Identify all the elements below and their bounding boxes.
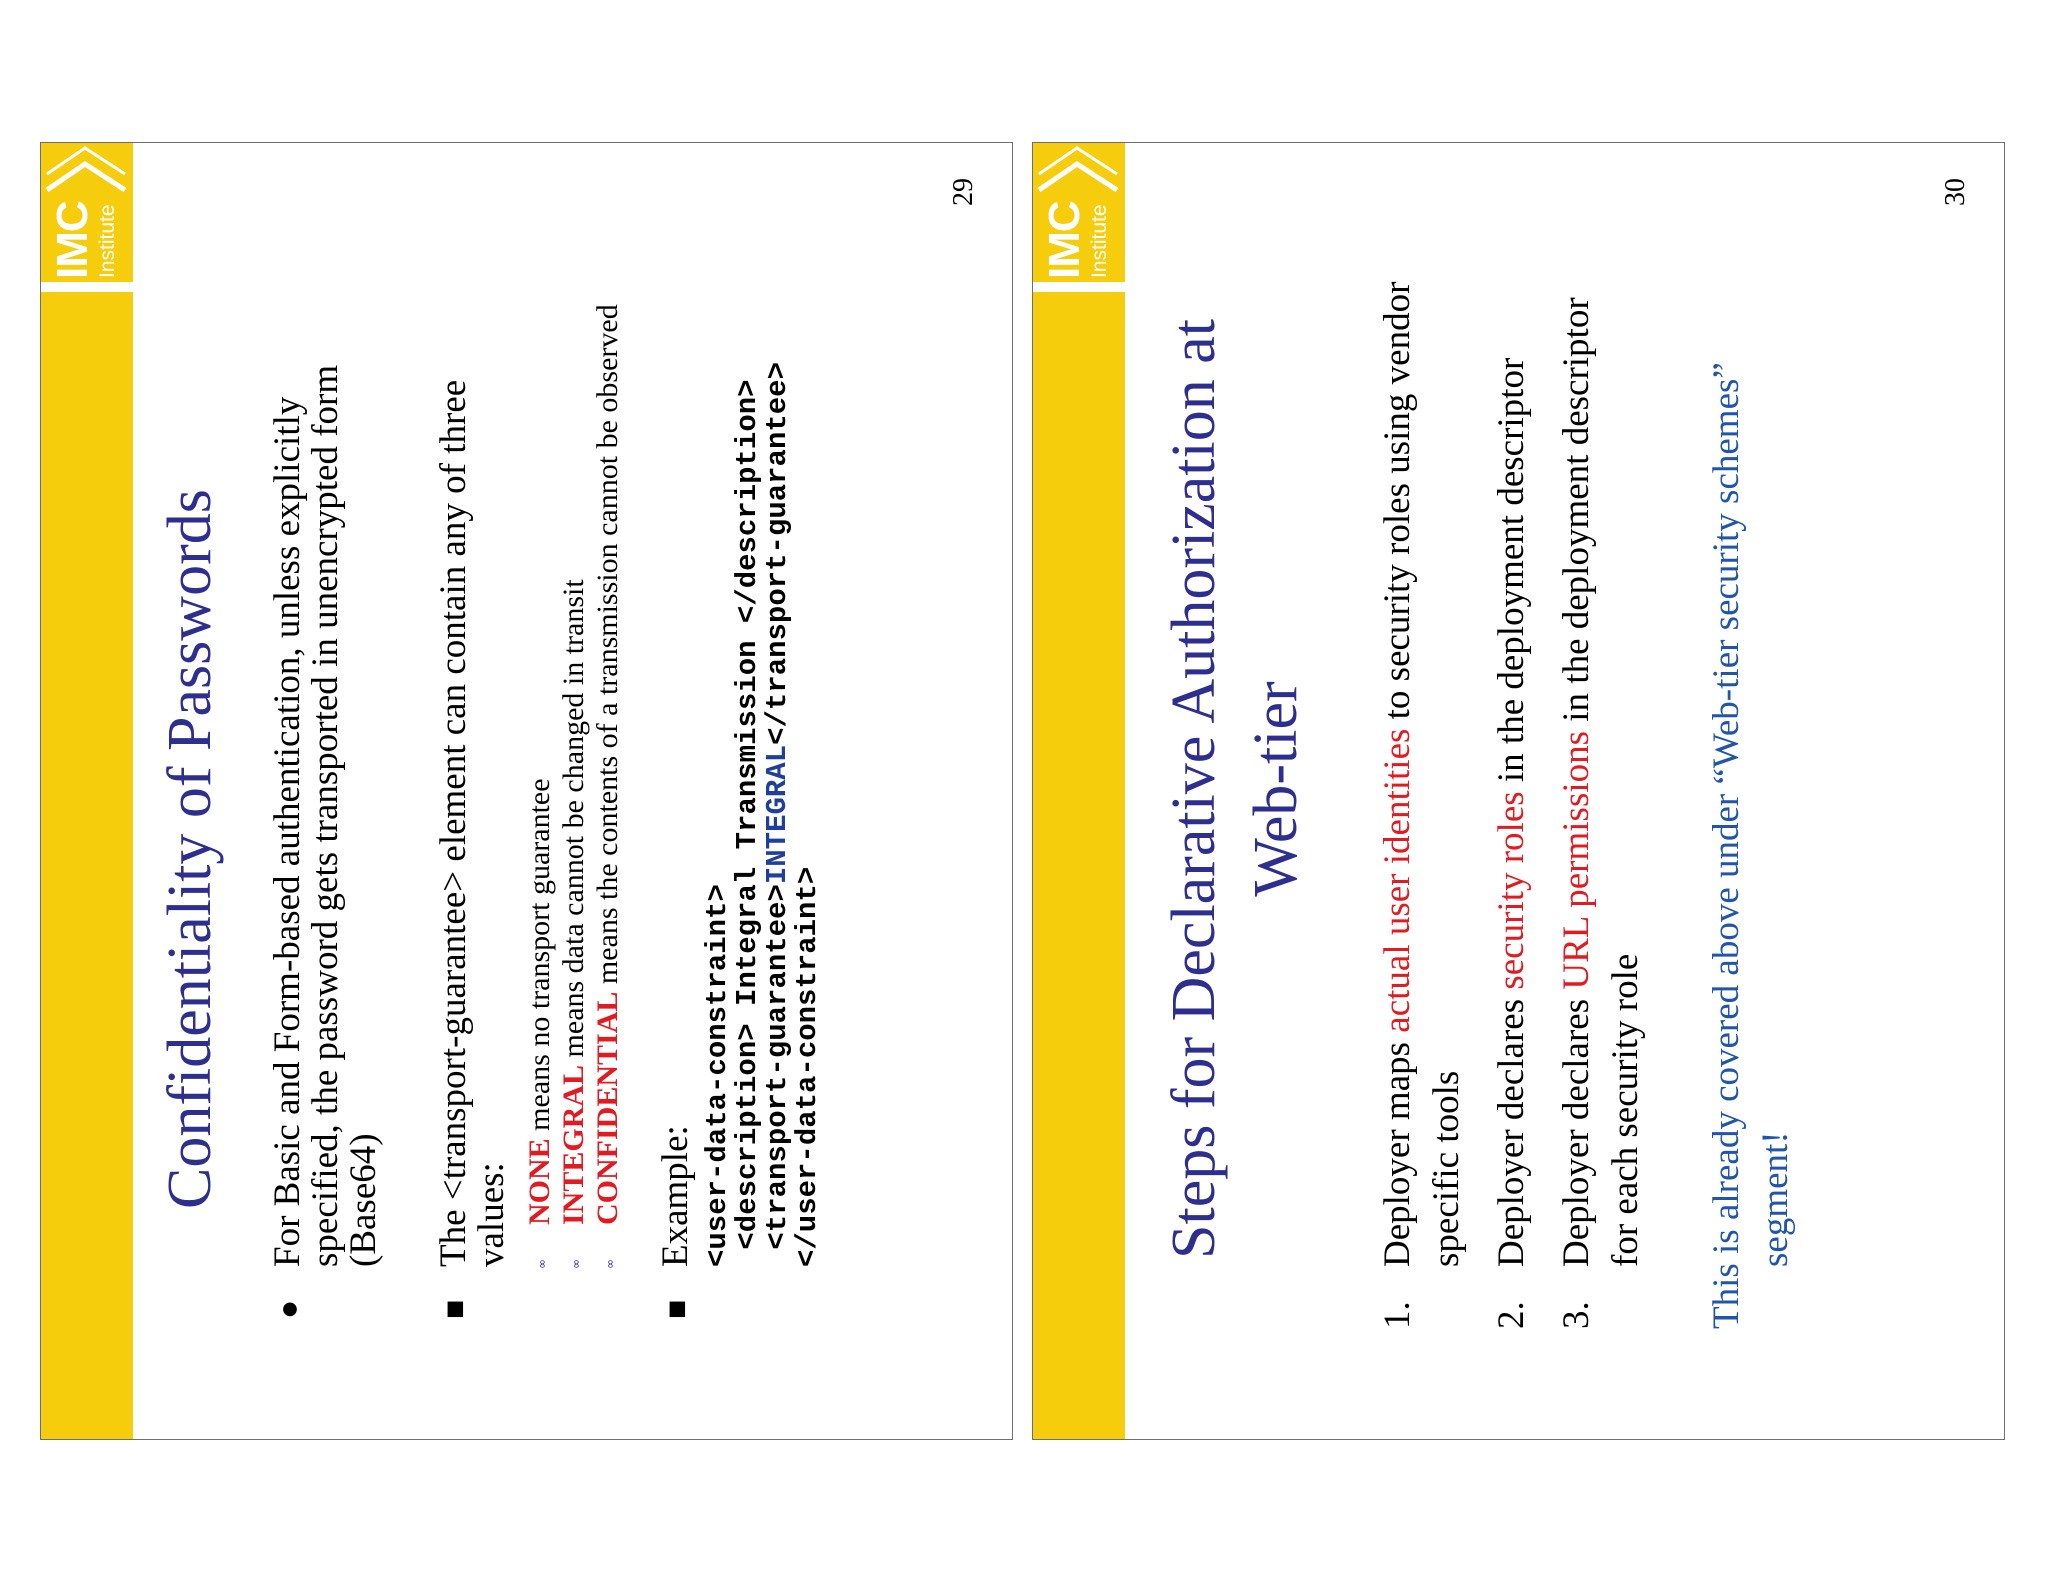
code-line-1: <user-data-constraint> [701,884,734,1267]
band-divider [1033,282,1125,292]
square-bullet-icon: ■ [436,1299,472,1319]
code-line-2: <description> Integral Transmission </description> [731,379,764,1267]
imc-institute-logo [1033,142,1125,282]
page-number: 29 [948,178,979,206]
slide-title [1153,249,1317,1329]
slide-body [1373,249,1800,1329]
page-number: 30 [1940,178,1971,206]
sub-bullet-icon: ∞ [569,1259,583,1269]
code-line-3: <transport-guarantee>INTEGRAL</transport-guarantee> [761,362,794,1267]
header-band [41,143,133,1439]
bullet-basic-form: ● For Basic and Form-based authentication, unless explicitly specified, the password gets transported in unencrypted form (Base64) [267,364,384,1319]
slide-29 [40,142,1013,1440]
slide-title: Confidentiality of Passwords [156,489,224,1209]
slide-body [269,269,823,1319]
sub-item-integral: ∞ INTEGRAL means data cannot be changed in transit [557,579,590,1269]
bullet-transport-guarantee: ■ The <transport-guarantee> element can contain any of three values: [433,379,512,1319]
sub-bullet-icon: ∞ [603,1259,617,1269]
logo-brand: IMC [1040,201,1089,279]
imc-institute-logo [41,142,133,282]
sub-bullet-icon: ∞ [535,1259,549,1269]
sub-item-confidential: ∞ CONFIDENTIAL means the contents of a transmission cannot be observed [591,304,624,1269]
title-line-1: Steps for Declarative Authorization at [1160,318,1228,1260]
square-bullet-icon: ■ [658,1299,694,1319]
logo-sub: Institute [1088,204,1111,278]
band-divider [41,282,133,292]
step-item-2: 2. Deployer declares security roles in the deployment descriptor [1491,357,1532,1329]
slide-30 [1032,142,2005,1440]
header-band [1033,143,1125,1439]
title-line-2: Web-tier [1242,681,1310,897]
step-item-1: 1. Deployer maps actual user identities to security roles using vendor specific tools [1377,281,1467,1329]
round-bullet-icon: ● [270,1299,306,1319]
step-item-3: 3. Deployer declares URL permissions in the deployment descriptor for each security role [1556,297,1646,1329]
code-line-4: </user-data-constraint> [791,866,824,1267]
sub-item-none: ∞ NONE means no transport guarantee [523,778,556,1269]
logo-sub: Institute [96,204,119,278]
logo-brand: IMC [48,201,97,279]
code-example [703,269,823,1319]
covered-note: This is already covered above under “Web-tier security schemes” segment! [1706,362,1796,1329]
bullet-example: ■ Example: [655,1125,696,1319]
